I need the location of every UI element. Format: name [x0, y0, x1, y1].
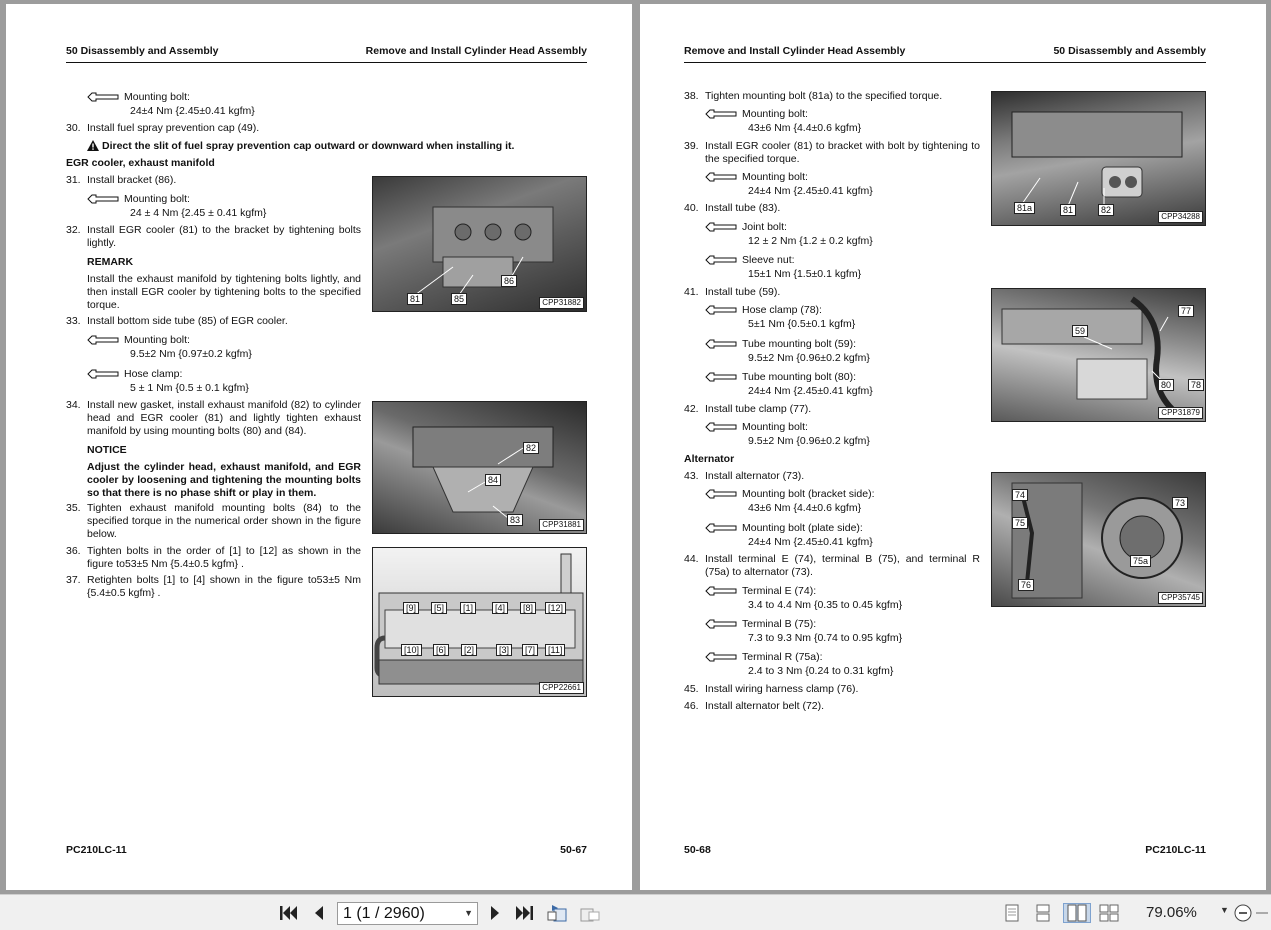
last-page-button[interactable]: [514, 903, 536, 923]
wrench-icon: [705, 586, 737, 596]
previous-page-icon: [312, 905, 326, 921]
wrench-icon: [705, 172, 737, 182]
wrench-icon: [705, 339, 737, 349]
wrench-icon: [87, 335, 119, 345]
photo-bolt-order: [9] [5] [1] [4] [8] [12] [10] [6] [2] [3] [7] [11] CPP22661: [372, 547, 587, 697]
first-page-icon: [278, 905, 298, 921]
two-page-icon: [1067, 904, 1087, 922]
header-right: Remove and Install Cylinder Head Assembly: [365, 45, 587, 57]
two-page-view-button[interactable]: [1063, 903, 1091, 923]
step-45: 45. Install wiring harness clamp (76).: [684, 683, 859, 695]
last-page-icon: [515, 905, 535, 921]
step-43: 43. Install alternator (73).: [684, 470, 805, 482]
section-alternator: Alternator: [684, 453, 735, 465]
single-page-icon: [1004, 904, 1020, 922]
slider-track-icon: [1256, 904, 1268, 922]
step-32: 32. Install EGR cooler (81) to the bracket by tightening bolts lightly.: [66, 224, 361, 250]
page-header: [66, 45, 587, 63]
section-egr: EGR cooler, exhaust manifold: [66, 157, 215, 169]
remark-text: Install the exhaust manifold by tightening bolts lightly, and then install EGR cooler by tightening bolts to the specified torque.: [87, 273, 361, 312]
step-44: 44. Install terminal E (74), terminal B (75), and terminal R (75a) to alternator (73).: [684, 553, 980, 579]
previous-page-button[interactable]: [308, 903, 330, 923]
wrench-icon: [705, 222, 737, 232]
back-view-icon: [546, 904, 568, 922]
zoom-out-button[interactable]: [1232, 903, 1254, 923]
next-page-button[interactable]: [484, 903, 506, 923]
notice-text: Adjust the cylinder head, exhaust manifold, and EGR cooler by loosening and tightening the mounting bolts so that there is no phase shift or play in them.: [87, 461, 361, 500]
page-footer: PC210LC-11 50-67: [66, 844, 587, 856]
engine-photo-graphic: [373, 402, 587, 534]
chevron-down-icon[interactable]: ▼: [464, 908, 473, 918]
zoom-level[interactable]: 79.06%: [1146, 904, 1197, 921]
next-page-icon: [488, 905, 502, 921]
step-35: 35. Tighten exhaust manifold mounting bolts (84) to the specified torque in the numerical order shown in the figure below.: [66, 502, 361, 541]
viewer-toolbar: [0, 894, 1271, 930]
step-39: 39. Install EGR cooler (81) to bracket with bolt by tightening to the specified torque.: [684, 140, 980, 166]
wrench-icon: [87, 92, 119, 102]
single-page-view-button[interactable]: [1001, 903, 1023, 923]
notice-title: NOTICE: [87, 444, 127, 456]
page-right: Remove and Install Cylinder Head Assembly 50 Disassembly and Assembly 38. Tighten mounting bolt (81a) to the specified torque. Mounting bolt: 43±6 Nm {4.4±0.6 kgfm} 39. Install EGR cooler (81) to bracket with bolt by tightening to the specified torque. Mounting bolt: 24±4 Nm {2.45±0.41 kgfm} 40. Install tube (83). Joint bolt: 12 ± 2 Nm {1.2 ± 0.2 kgfm} Sleeve nut: 15±1 Nm {1.5±0.1 kgfm} 41. Install tube (59). Hose clamp (78): 5±1 Nm {0.5±0.1 kgfm} Tube mounting bolt (59): 9.5±2 Nm {0.96±0.2 kgfm} Tube mounting bolt (80): 24±4 Nm {2.45±0.41 kgfm} 42. Install tube clamp (77). Mounting bolt: 9.5±2 Nm {0.96±0.2 kgfm} Alternator 43. Install alternator (73). Mounting bolt (bracket side): 43±6 Nm {4.4±0.6 kgfm} Mounting bolt (plate side): 24±4 Nm {2.45±0.41 kgfm} 44. Install terminal E (74), terminal B (75), and terminal R (75a) to alternator (73). Terminal E (74): 3.4 to 4.4 Nm {0.35 to 0.45 kgfm} Terminal B (75): 7.3 to 9.3 Nm {0.74 to 0.95 kgfm} Terminal R (75a): 2.4 to 3 Nm {0.24 to 0.31 kgfm} 45. Install wiring harness clamp (76). 46. Install alternator belt (72). 81a 81 82 CPP34288 77 59 80 78 CPP31879 74 73 75 75a 76 CPP35745 50-68 PC210LC-11: [640, 4, 1266, 890]
wrench-icon: [87, 194, 119, 204]
step-30: 30. Install fuel spray prevention cap (49).: [66, 122, 260, 134]
wrench-icon: [705, 652, 737, 662]
step-46: 46. Install alternator belt (72).: [684, 700, 825, 712]
photo-alternator: 74 73 75 75a 76 CPP35745: [991, 472, 1206, 607]
zoom-dropdown-icon[interactable]: ▼: [1220, 905, 1229, 915]
go-back-view-button[interactable]: [546, 903, 568, 923]
page-header: Remove and Install Cylinder Head Assembly 50 Disassembly and Assembly: [684, 45, 1206, 63]
engine-photo-graphic: [373, 177, 587, 312]
first-page-button[interactable]: [277, 903, 299, 923]
photo-egr-bracket: 81 85 86 CPP31882: [372, 176, 587, 312]
wrench-icon: [705, 305, 737, 315]
page-number-input[interactable]: 1 (1 / 2960) ▼: [337, 902, 478, 925]
wrench-icon: [705, 422, 737, 432]
step-33: 33. Install bottom side tube (85) of EGR cooler.: [66, 315, 288, 327]
photo-exhaust-manifold: 82 84 83 CPP31881: [372, 401, 587, 534]
step-38: 38. Tighten mounting bolt (81a) to the specified torque.: [684, 90, 943, 102]
step-36: 36. Tighten bolts in the order of [1] to [12] as shown in the figure to53±5 Nm {5.4±0.5 kgfm} .: [66, 545, 361, 571]
step-37: 37. Retighten bolts [1] to [4] shown in the figure to53±5 Nm {5.4±0.5 kgfm} .: [66, 574, 361, 600]
cylinder-head-diagram: [373, 548, 587, 697]
header-left: 50 Disassembly and Assembly: [66, 45, 219, 57]
wrench-icon: [705, 255, 737, 265]
page-footer: 50-68 PC210LC-11: [684, 844, 1206, 856]
page-left: 50 Disassembly and Assembly Remove and Install Cylinder Head Assembly Mounting bolt: 24±4 Nm {2.45±0.41 kgfm} 30. Install fuel spray prevention cap (49). Direct the slit of fuel spray prevention cap outward or downward when installing it. EGR cooler, exhaust manifold 31. Install bracket (86). Mounting bolt: 24 ± 4 Nm {2.45 ± 0.41 kgfm} 32. Install EGR cooler (81) to the bracket by tightening bolts lightly. REMARK Install the exhaust manifold by tightening bolts lightly, and then install EGR cooler by tightening bolts to the specified torque. 33. Install bottom side tube (85) of EGR cooler. Mounting bolt: 9.5±2 Nm {0.97±0.2 kgfm} Hose clamp: 5 ± 1 Nm {0.5 ± 0.1 kgfm} 34. Install new gasket, install exhaust manifold (82) to cylinder head and EGR cooler (81) and lightly tighten exhaust manifold by using mounting bolts (80) and (84). NOTICE Adjust the cylinder head, exhaust manifold, and EGR cooler by loosening and tightening the mounting bolts so that there is no phase shift or play in them. 35. Tighten exhaust manifold mounting bolts (84) to the specified torque in the numerical order shown in the figure below. 36. Tighten bolts in the order of [1] to [12] as shown in the figure to53±5 Nm {5.4±0.5 kgfm} . 37. Retighten bolts [1] to [4] shown in the figure to53±5 Nm {5.4±0.5 kgfm} . 81 85 86 CPP31882 82 84 83 CPP31881 [9] [5] [1] [4] [8] [12] [10] [6] [2] [3] [7] [11] CPP22661 PC210LC-11 50-67: [6, 4, 632, 890]
warning-line: Direct the slit of fuel spray prevention cap outward or downward when installing it.: [87, 140, 547, 153]
go-forward-view-button[interactable]: [579, 903, 601, 923]
step-34: 34. Install new gasket, install exhaust manifold (82) to cylinder head and EGR cooler (81) and lightly tighten exhaust manifold by using mounting bolts (80) and (84).: [66, 399, 361, 438]
two-page-continuous-icon: [1099, 904, 1119, 922]
step-42: 42. Install tube clamp (77).: [684, 403, 812, 415]
wrench-icon: [87, 369, 119, 379]
step-31: 31. Install bracket (86).: [66, 174, 177, 186]
forward-view-icon: [579, 904, 601, 922]
warning-icon: [87, 140, 99, 151]
wrench-icon: [705, 523, 737, 533]
zoom-slider[interactable]: [1256, 903, 1268, 923]
photo-egr-mount: 81a 81 82 CPP34288: [991, 91, 1206, 226]
step-41: 41. Install tube (59).: [684, 286, 781, 298]
step-40: 40. Install tube (83).: [684, 202, 781, 214]
zoom-out-icon: [1234, 904, 1252, 922]
engine-photo-graphic: [992, 289, 1206, 422]
continuous-page-icon: [1035, 904, 1051, 922]
two-page-continuous-button[interactable]: [1098, 903, 1120, 923]
wrench-icon: [705, 619, 737, 629]
continuous-view-button[interactable]: [1032, 903, 1054, 923]
wrench-icon: [705, 109, 737, 119]
wrench-icon: [705, 372, 737, 382]
remark-title: REMARK: [87, 256, 134, 268]
wrench-icon: [705, 489, 737, 499]
photo-tube-install: 77 59 80 78 CPP31879: [991, 288, 1206, 422]
